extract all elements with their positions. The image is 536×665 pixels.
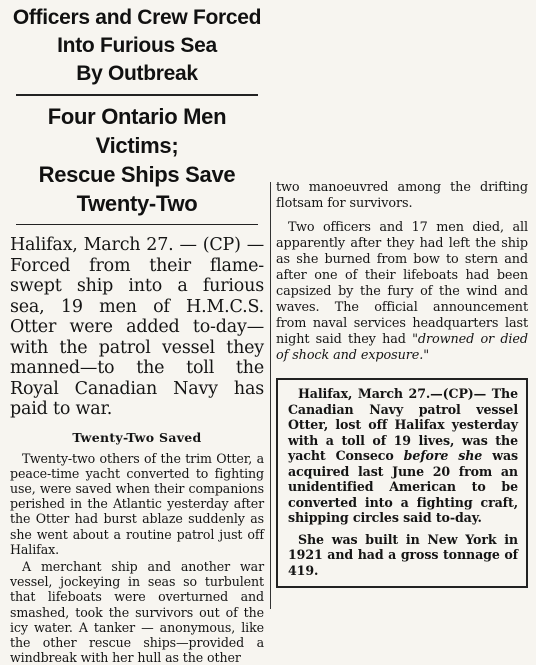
- body-paragraph: Twenty-two others of the trim Otter, a peace-time yacht converted to fighting use, were saved when their companions perished in the Atlantic yesterday after the Otter had burst ablaze suddenly as she went about a routine patrol just off Halifax.: [10, 450, 264, 557]
- officers-paragraph: [276, 220, 528, 364]
- headline-line-3: By Outbreak: [76, 62, 198, 85]
- right-column: [276, 180, 528, 588]
- subheadline-line-1: Four Ontario Men Victims;: [47, 104, 227, 158]
- subheadline-line-3: Twenty-Two: [76, 191, 198, 216]
- officers-text: Two officers and 17 men died, all apparently after they had left the ship as she burned from bow to stern and after one of their lifeboats had been capsized by the fury of the wind and waves. The official announcement from naval services headquarters last night said they had: [276, 220, 528, 347]
- left-column: [8, 0, 266, 665]
- column-divider: [270, 182, 271, 609]
- headline-line-2: Into Furious Sea: [57, 34, 217, 57]
- headline: [8, 4, 266, 88]
- subheadline: [8, 102, 266, 218]
- subheadline-line-2: Rescue Ships Save: [38, 162, 236, 187]
- continuation-paragraph: two manoeuvred among the drifting flotsam for survivors.: [276, 180, 528, 211]
- headline-divider: [16, 94, 258, 96]
- inset-italic: before she: [403, 448, 483, 463]
- body-paragraph: A merchant ship and another war vessel, jockeying in seas so turbulent that lifeboats were overturned and smashed, took the survivors out of the icy water. A tanker — anonymous, like the other rescue ships—provided a windbreak with her hull as the other: [10, 558, 264, 665]
- inset-text-1b: was acquired last June 20 from an unidentified American to be converted into a fighting craft, shipping circles said to-day.: [288, 448, 518, 525]
- section-heading: Twenty-Two Saved: [72, 429, 202, 445]
- inset-text-1a: Halifax, March 27.—(CP)— The Canadian Navy patrol vessel Otter, lost off Halifax yesterday with a toll of 19 lives, was the yacht Conseco: [288, 386, 518, 463]
- subheadline-divider: [16, 224, 258, 225]
- lead-paragraph: Halifax, March 27. — (CP) — Forced from their flame-swept ship into a furious sea, 19 men of H.M.C.S. Otter were added to-day—with the patrol vessel they manned—to the toll the Royal Canadian Navy has paid to war.: [10, 235, 264, 419]
- quote-text: "drowned or died of shock and exposure.": [276, 332, 528, 363]
- inset-box: [276, 378, 528, 588]
- inset-paragraph-1: [288, 386, 518, 526]
- inset-paragraph-2: She was built in New York in 1921 and had a gross tonnage of 419.: [288, 531, 518, 578]
- headline-line-1: Officers and Crew Forced: [12, 6, 262, 29]
